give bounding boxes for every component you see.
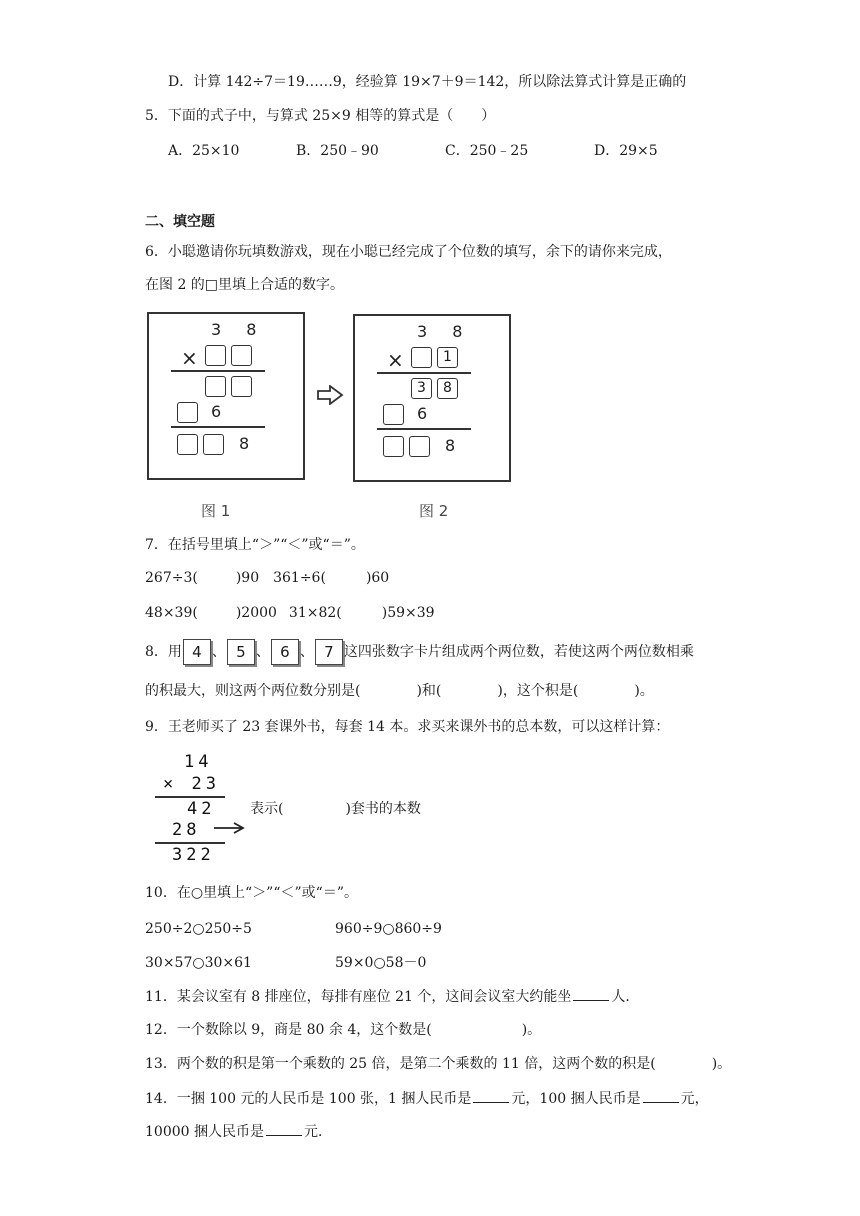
q8-text: 的积最大，则这两个两位数分别是( <box>145 683 361 699</box>
q14-line2 <box>145 1121 332 1142</box>
fig2-filled-box: 3 <box>411 378 432 399</box>
q9-note <box>250 799 421 819</box>
q10-expr-b: 960÷9○860÷9 <box>335 921 442 937</box>
q13-text: )。 <box>711 1056 732 1072</box>
q12 <box>145 1020 541 1040</box>
fig1-box <box>231 345 252 366</box>
q7-expr: )90 <box>235 570 260 586</box>
q5-stem: 5．下面的式子中，与算式 25×9 相等的算式是（ ） <box>145 108 496 124</box>
q11-text: 人． <box>611 989 640 1005</box>
q14-text: 元，100 捆人民币是 <box>511 1091 641 1107</box>
q11-text: 11．某会议室有 8 排座位，每排有座位 21 个，这间会议室大约能坐 <box>145 989 572 1005</box>
q7-expr: )2000 <box>235 605 277 621</box>
q10-title: 10．在○里填上“＞”“＜”或“＝”。 <box>145 885 358 901</box>
fig2-rule <box>377 372 471 374</box>
q14-answer-blank[interactable] <box>266 1121 302 1136</box>
figure-1 <box>147 312 305 480</box>
q14-text: 元． <box>304 1124 332 1140</box>
fig2-multiplicand: 3 8 <box>417 322 473 341</box>
fig2-rule <box>377 428 471 430</box>
digit-card: 5 <box>227 639 255 665</box>
fig1-partial-digit: 6 <box>211 402 222 421</box>
fig1-box <box>205 345 226 366</box>
q7-expr: )60 <box>365 570 390 586</box>
q9-rule <box>155 842 225 844</box>
q8-line1 <box>145 637 694 667</box>
q7-row2 <box>145 603 435 623</box>
figure-2-caption: 图 2 <box>419 502 449 520</box>
q14-answer-blank[interactable] <box>473 1088 509 1103</box>
q9-note-text: )套书的本数 <box>345 801 421 817</box>
fig1-box <box>231 376 252 397</box>
q10-expr-a: 250÷2○250÷5 <box>145 921 252 937</box>
q5-option-d: D．29×5 <box>594 143 658 159</box>
q11 <box>145 986 639 1007</box>
q9-product: 322 <box>172 845 215 865</box>
fig2-result-digit: 8 <box>445 436 456 455</box>
fig1-box <box>177 402 198 423</box>
q7-title: 7．在括号里填上“＞”“＜”或“＝”。 <box>145 537 365 553</box>
q13-text: 13．两个数的积是第一个乘数的 25 倍，是第二个乘数的 11 倍，这两个数的积是( <box>145 1056 656 1072</box>
q6-line2: 在图 2 的□里填上合适的数字。 <box>145 277 345 293</box>
section-title: 二、填空题 <box>145 214 215 230</box>
fig2-partial-digit: 6 <box>417 404 428 423</box>
q8-text: )和( <box>416 683 442 699</box>
q14-line1 <box>145 1088 709 1109</box>
q4-option-d: D．计算 142÷7＝19……9，经验算 19×7＋9＝142，所以除法算式计算是正确的 <box>168 74 687 90</box>
q7-row1 <box>145 568 389 588</box>
digit-card: 4 <box>183 639 211 665</box>
separator: 、 <box>299 644 314 660</box>
fig1-rule <box>171 426 265 428</box>
digit-card: 7 <box>315 639 343 665</box>
q8-text: 这四张数字卡片组成两个两位数，若使这两个两位数相乘 <box>343 644 694 660</box>
q13 <box>145 1054 731 1074</box>
q10-expr-c: 30×57○30×61 <box>145 955 252 971</box>
fig2-box[interactable] <box>411 347 432 368</box>
q8-text: )，这个积是( <box>497 683 579 699</box>
q7-expr: 267÷3( <box>145 570 198 586</box>
right-arrow-icon <box>214 821 246 835</box>
q5-option-c: C．250﹣25 <box>445 143 529 159</box>
fig2-box[interactable] <box>383 404 404 425</box>
q12-text: 12．一个数除以 9，商是 80 余 4，这个数是( <box>145 1022 432 1038</box>
q9-rule <box>155 796 225 798</box>
figure-2 <box>353 314 511 482</box>
q12-text: )。 <box>521 1022 542 1038</box>
digit-card: 6 <box>271 639 299 665</box>
fig1-multiplicand: 3 8 <box>211 320 267 339</box>
q9-multiplier: × 23 <box>163 774 220 794</box>
q14-text: 元， <box>680 1091 709 1107</box>
fig1-result-digit: 8 <box>239 434 250 453</box>
q7-expr: 48×39( <box>145 605 198 621</box>
q9-stem: 9．王老师买了 23 套课外书，每套 14 本。求买来课外书的总本数，可以这样计算： <box>145 719 670 735</box>
q5-option-b: B．250﹣90 <box>296 143 379 159</box>
fig1-box <box>203 434 224 455</box>
q14-answer-blank[interactable] <box>643 1088 679 1103</box>
separator: 、 <box>211 644 226 660</box>
fig1-rule <box>171 370 265 372</box>
fig2-box[interactable] <box>383 436 404 457</box>
q14-text: 14．一捆 100 元的人民币是 100 张，1 捆人民币是 <box>145 1091 472 1107</box>
fig2-box[interactable] <box>409 436 430 457</box>
figure-1-caption: 图 1 <box>201 502 231 520</box>
q9-partial-2: 28 <box>172 820 201 840</box>
q10-expr-d: 59×0○58－0 <box>335 955 427 971</box>
fig1-times-sign: × <box>181 346 198 370</box>
q5-option-a: A．25×10 <box>168 143 240 159</box>
q8-text: )。 <box>634 683 654 699</box>
q9-multiplicand: 14 <box>184 752 213 772</box>
fig2-times-sign: × <box>387 348 404 372</box>
q9-partial-1: 42 <box>187 799 216 819</box>
q11-answer-blank[interactable] <box>573 986 609 1001</box>
q8-text: 8．用 <box>145 644 182 660</box>
right-arrow-icon <box>316 385 344 405</box>
fig2-filled-box: 1 <box>437 347 458 368</box>
q8-line2 <box>145 681 654 701</box>
q7-expr: )59×39 <box>381 605 435 621</box>
fig1-box <box>205 376 226 397</box>
q14-text: 10000 捆人民币是 <box>145 1124 264 1140</box>
fig2-filled-box: 8 <box>437 378 458 399</box>
q7-expr: 361÷6( <box>273 570 326 586</box>
fig1-box <box>177 434 198 455</box>
q9-note-text: 表示( <box>250 801 284 817</box>
separator: 、 <box>255 644 270 660</box>
q6-line1: 6．小聪邀请你玩填数游戏，现在小聪已经完成了个位数的填写，余下的请你来完成， <box>145 244 672 260</box>
q7-expr: 31×82( <box>288 605 342 621</box>
